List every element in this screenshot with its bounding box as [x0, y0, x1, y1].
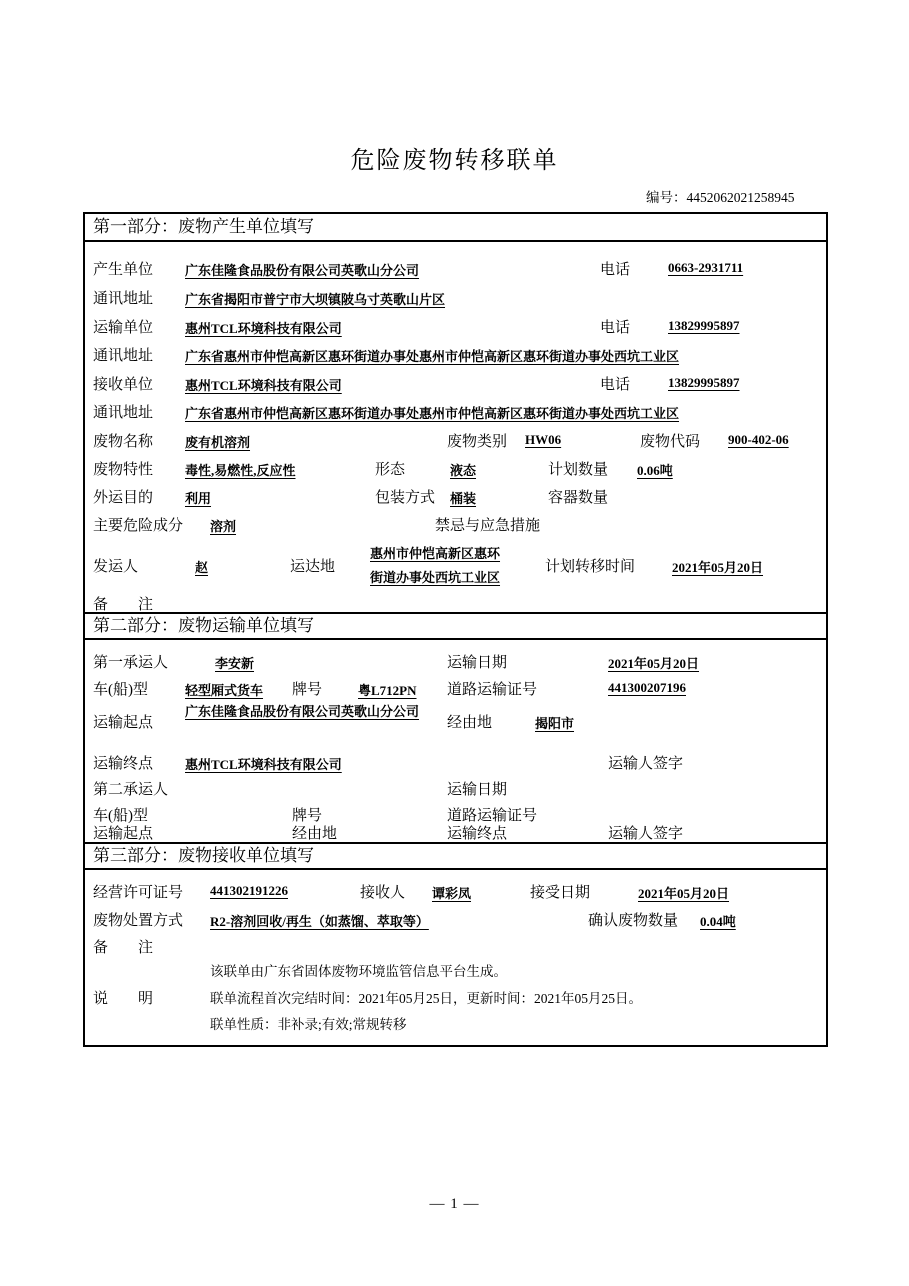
part2-header: 第二部分：废物运输单位填写 — [85, 612, 826, 640]
transporter-value: 惠州TCL环境科技有限公司 — [185, 321, 342, 336]
waste-property-label: 废物特性 — [93, 462, 154, 478]
phone3-value: 13829995897 — [668, 375, 740, 390]
waste-property-value: 毒性,易燃性,反应性 — [185, 463, 296, 478]
transport-date1-value: 2021年05月20日 — [608, 656, 700, 671]
note-line3: 联单性质：非补录;有效;常规转移 — [210, 1017, 407, 1032]
address1-label: 通讯地址 — [93, 291, 154, 307]
phone1-label: 电话 — [600, 262, 631, 278]
transfer-time-label: 计划转移时间 — [545, 559, 636, 575]
carrier1-value: 李安新 — [215, 656, 255, 671]
disposal-value: R2-溶剂回收/再生（如蒸馏、萃取等） — [210, 914, 429, 929]
waste-category-value: HW06 — [525, 432, 562, 447]
waste-code-label: 废物代码 — [640, 434, 701, 450]
manifest-table — [83, 212, 828, 1047]
address3-value: 广东省惠州市仲恺高新区惠环街道办事处惠州市仲恺高新区惠环街道办事处西坑工业区 — [185, 406, 680, 421]
waste-name-label: 废物名称 — [93, 434, 154, 450]
planned-qty-value: 0.06吨 — [637, 463, 673, 478]
destination-value: 惠州市仲恺高新区惠环街道办事处西坑工业区 — [370, 546, 501, 585]
purpose-value: 利用 — [185, 491, 212, 506]
shipper-value: 赵 — [195, 560, 209, 575]
hazard-value: 溶剂 — [210, 519, 237, 534]
part3-remark-label: 备 注 — [93, 940, 154, 956]
carrier2-label: 第二承运人 — [93, 782, 169, 798]
carrier1-label: 第一承运人 — [93, 655, 169, 671]
producer-value: 广东佳隆食品股份有限公司英歌山分公司 — [185, 263, 420, 278]
emergency-label: 禁忌与应急措施 — [435, 518, 541, 534]
end1-label: 运输终点 — [93, 756, 154, 772]
destination-label: 运达地 — [290, 559, 336, 575]
via1-label: 经由地 — [447, 715, 493, 731]
note-label: 说 明 — [93, 991, 154, 1007]
confirmed-qty-value: 0.04吨 — [700, 914, 736, 929]
accept-date-label: 接受日期 — [530, 885, 591, 901]
address3-label: 通讯地址 — [93, 405, 154, 421]
origin2-label: 运输起点 — [93, 826, 154, 842]
transport-date2-label: 运输日期 — [447, 782, 508, 798]
page-number: — 1 — — [429, 1196, 480, 1212]
note-line2: 联单流程首次完结时间：2021年05月25日，更新时间：2021年05月25日。 — [210, 991, 642, 1006]
doc-number-label: 编号： — [646, 190, 687, 205]
road-license1-value: 441300207196 — [608, 680, 686, 695]
note-line1: 该联单由广东省固体废物环境监管信息平台生成。 — [210, 964, 507, 979]
transporter-label: 运输单位 — [93, 320, 154, 336]
phone2-value: 13829995897 — [668, 318, 740, 333]
via2-label: 经由地 — [292, 826, 338, 842]
form-value: 液态 — [450, 463, 477, 478]
waste-code-value: 900-402-06 — [728, 432, 789, 447]
phone3-label: 电话 — [600, 377, 631, 393]
vehicle2-label: 车(船)型 — [93, 808, 148, 824]
acceptor-value: 谭彩凤 — [432, 886, 472, 901]
end1-value: 惠州TCL环境科技有限公司 — [185, 757, 342, 772]
transport-date1-label: 运输日期 — [447, 655, 508, 671]
purpose-label: 外运目的 — [93, 490, 154, 506]
shipper-label: 发运人 — [93, 559, 139, 575]
planned-qty-label: 计划数量 — [548, 462, 609, 478]
via1-value: 揭阳市 — [535, 716, 575, 731]
page-title: 危险废物转移联单 — [350, 148, 559, 174]
accept-date-value: 2021年05月20日 — [638, 886, 730, 901]
doc-number — [646, 186, 795, 206]
vehicle1-label: 车(船)型 — [93, 682, 148, 698]
plate2-label: 牌号 — [292, 808, 323, 824]
permit-label: 经营许可证号 — [93, 885, 184, 901]
road-license1-label: 道路运输证号 — [447, 682, 538, 698]
transfer-time-value: 2021年05月20日 — [672, 560, 764, 575]
doc-number-value: 4452062021258945 — [686, 190, 795, 205]
phone2-label: 电话 — [600, 320, 631, 336]
container-qty-label: 容器数量 — [548, 490, 609, 506]
address2-label: 通讯地址 — [93, 348, 154, 364]
acceptor-label: 接收人 — [360, 885, 406, 901]
end2-label: 运输终点 — [447, 826, 508, 842]
vehicle1-value: 轻型厢式货车 — [185, 683, 264, 698]
part1-header: 第一部分：废物产生单位填写 — [85, 214, 826, 242]
packing-value: 桶装 — [450, 491, 477, 506]
origin1-label: 运输起点 — [93, 715, 154, 731]
part1-remark-label: 备 注 — [93, 597, 154, 613]
sign1-label: 运输人签字 — [608, 756, 684, 772]
producer-label: 产生单位 — [93, 262, 154, 278]
receiver-value: 惠州TCL环境科技有限公司 — [185, 378, 342, 393]
disposal-label: 废物处置方式 — [93, 913, 184, 929]
waste-category-label: 废物类别 — [447, 434, 508, 450]
address1-value: 广东省揭阳市普宁市大坝镇陂乌寸英歌山片区 — [185, 292, 446, 307]
receiver-label: 接收单位 — [93, 377, 154, 393]
address2-value: 广东省惠州市仲恺高新区惠环街道办事处惠州市仲恺高新区惠环街道办事处西坑工业区 — [185, 349, 680, 364]
plate1-label: 牌号 — [292, 682, 323, 698]
sign2-label: 运输人签字 — [608, 826, 684, 842]
hazard-label: 主要危险成分 — [93, 518, 184, 534]
plate1-value: 粤L712PN — [358, 683, 417, 698]
form-label: 形态 — [375, 462, 406, 478]
packing-label: 包装方式 — [375, 490, 436, 506]
part3-header: 第三部分：废物接收单位填写 — [85, 842, 826, 870]
phone1-value: 0663-2931711 — [668, 260, 744, 275]
road-license2-label: 道路运输证号 — [447, 808, 538, 824]
confirmed-qty-label: 确认废物数量 — [588, 913, 679, 929]
permit-value: 441302191226 — [210, 883, 288, 898]
origin1-value: 广东佳隆食品股份有限公司英歌山分公司 — [185, 704, 420, 719]
waste-name-value: 废有机溶剂 — [185, 435, 251, 450]
